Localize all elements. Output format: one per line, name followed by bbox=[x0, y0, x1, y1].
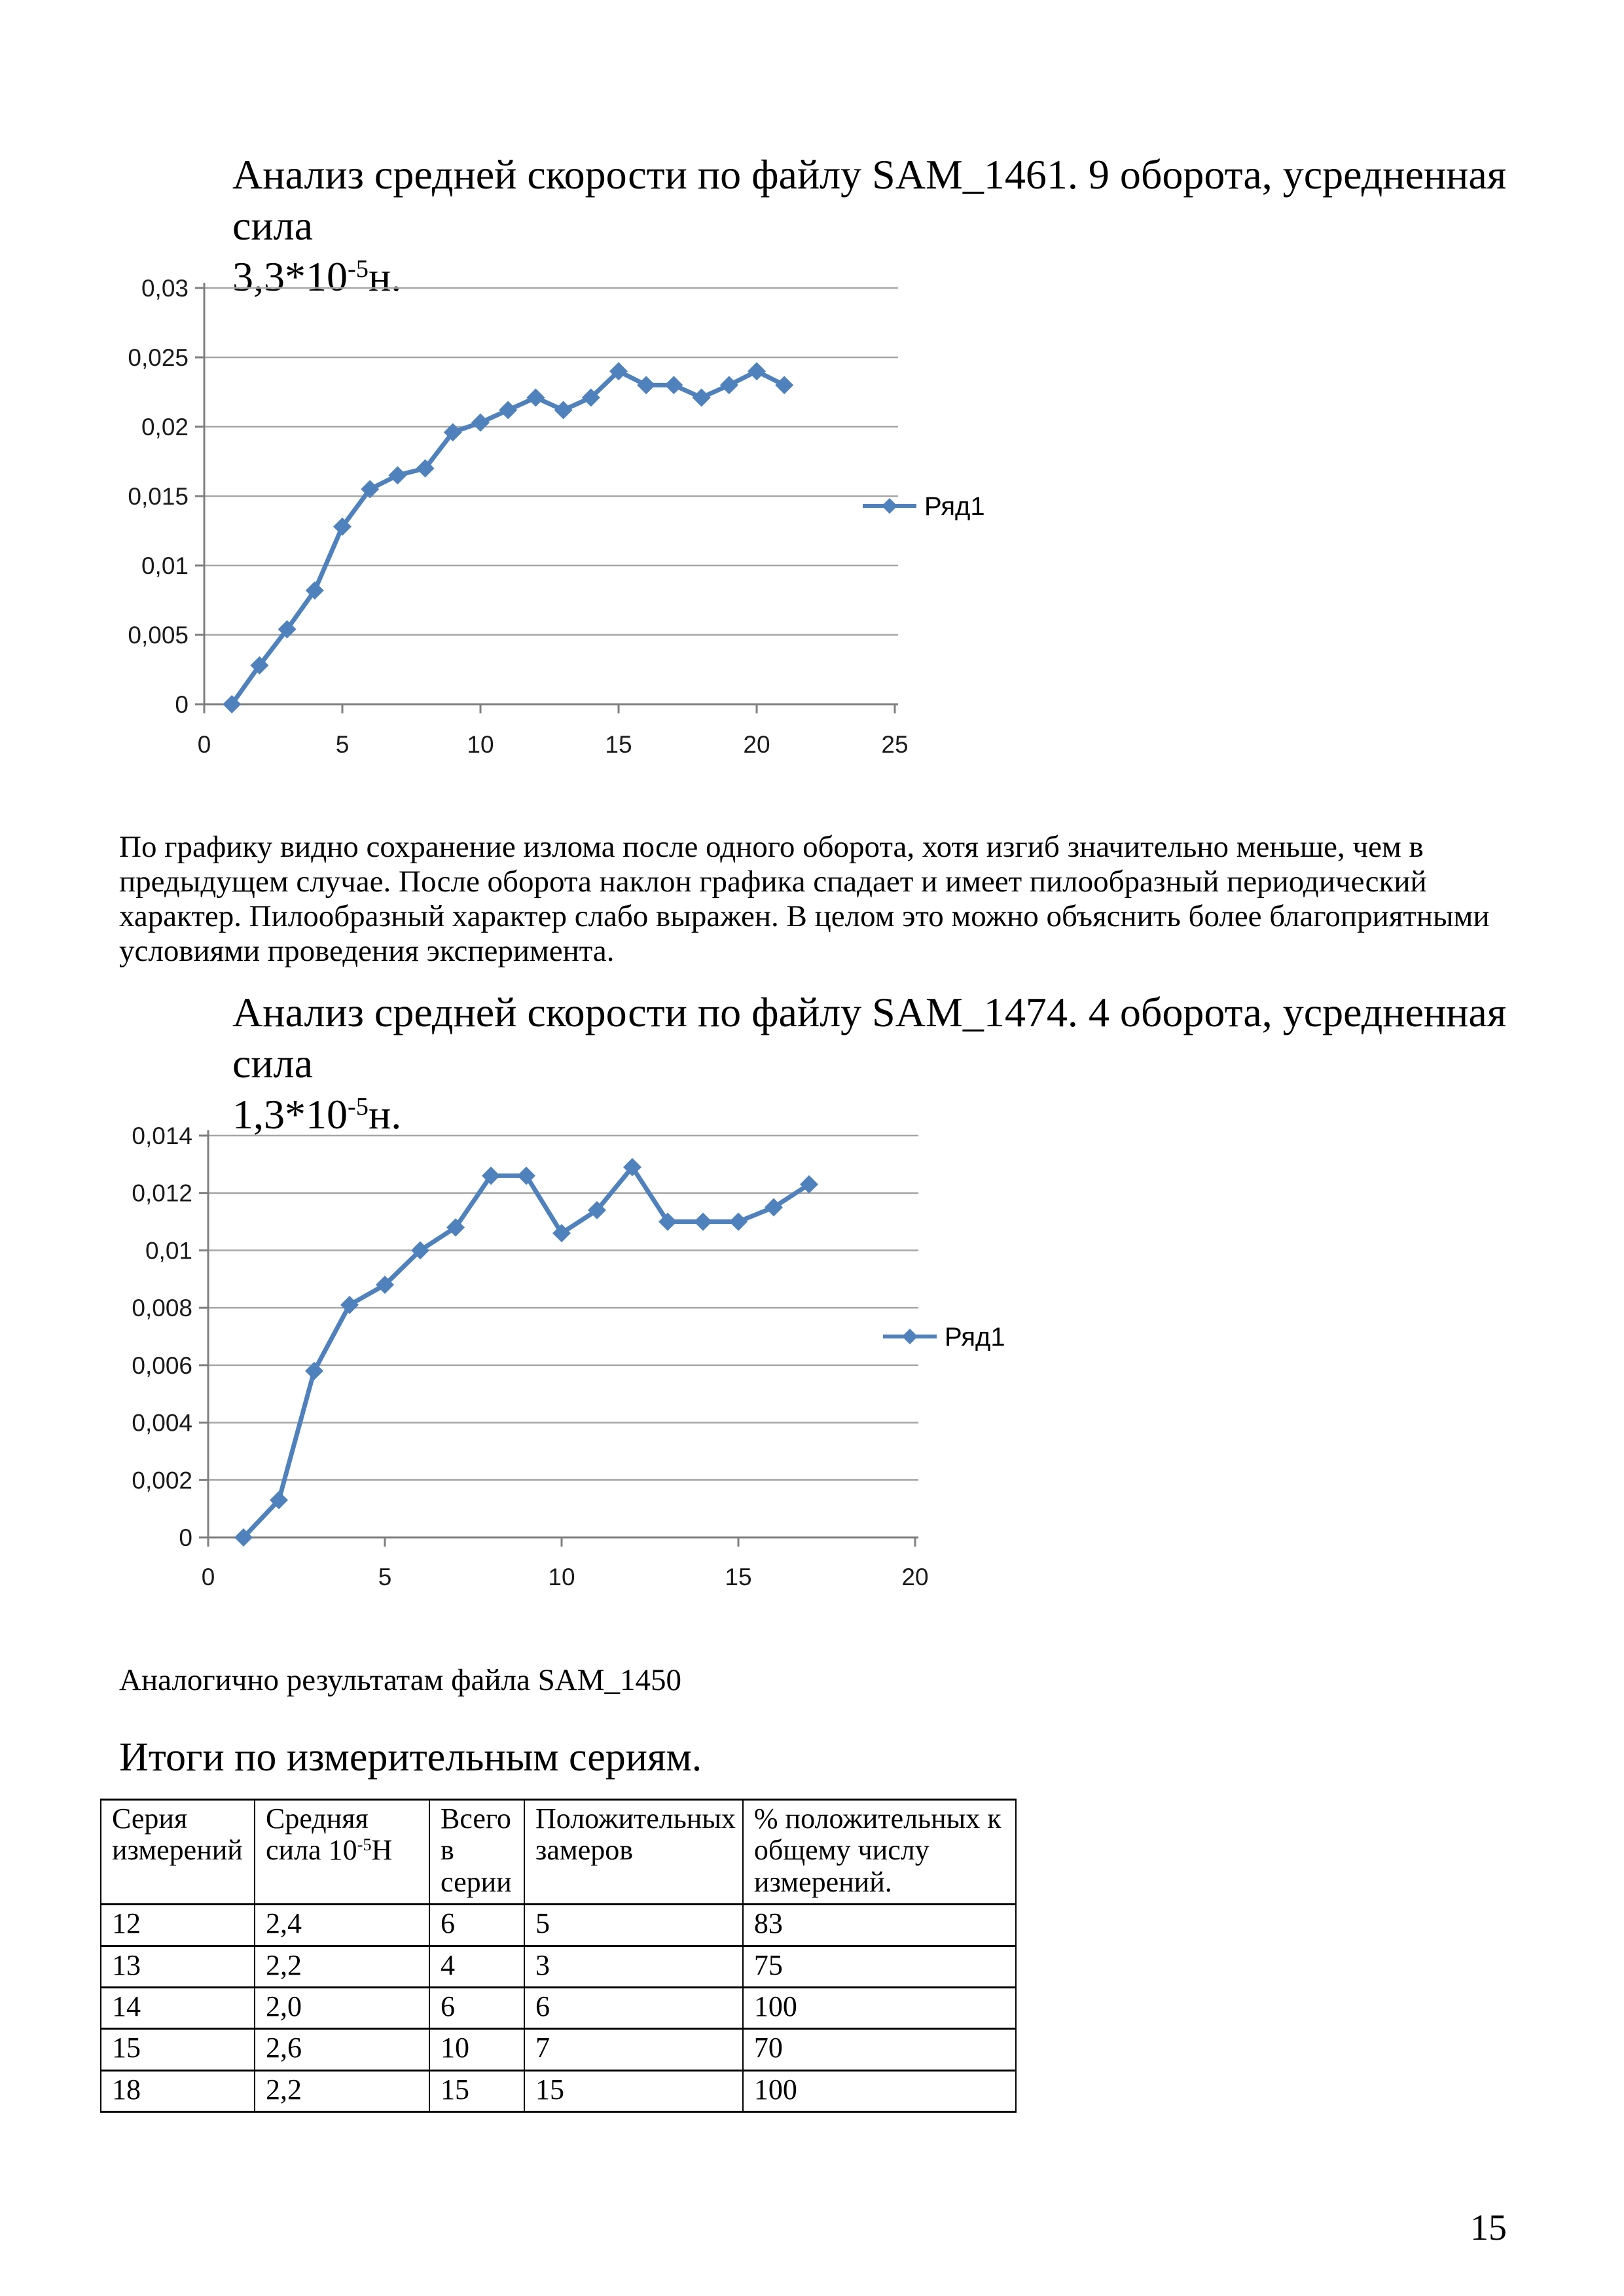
table-header-cell: Серия измерений bbox=[101, 1800, 255, 1905]
x-tick-label: 25 bbox=[881, 731, 909, 758]
table-header-cell: % положительных к общему числу измерений. bbox=[743, 1800, 1016, 1905]
chart1-title-line1: Анализ средней скорости по файлу SAM_1461. 9 оборота, усредненная сила bbox=[232, 151, 1507, 249]
table-cell: 2,0 bbox=[255, 1987, 429, 2028]
table-cell: 2,2 bbox=[255, 2070, 429, 2111]
y-tick-label: 0 bbox=[175, 691, 189, 718]
y-tick-label: 0,025 bbox=[128, 344, 189, 371]
table-cell: 6 bbox=[429, 1905, 524, 1946]
chart-sam-1474 bbox=[92, 1086, 1021, 1620]
y-tick-label: 0,02 bbox=[141, 414, 189, 440]
table-cell: 100 bbox=[743, 1987, 1016, 2028]
legend-marker bbox=[882, 498, 897, 514]
table-row bbox=[101, 1905, 1016, 1946]
chart1-title-unit: н. bbox=[368, 253, 402, 300]
y-tick-label: 0,01 bbox=[145, 1237, 192, 1265]
note-text: Аналогично результатам файла SAM_1450 bbox=[119, 1663, 681, 1697]
table-cell: 7 bbox=[524, 2029, 743, 2070]
data-point-marker bbox=[526, 388, 545, 406]
y-tick-label: 0,002 bbox=[132, 1467, 192, 1494]
data-point-marker bbox=[637, 376, 655, 394]
chart2-title-line2: 1,3*10 bbox=[232, 1091, 348, 1138]
table-cell: 15 bbox=[429, 2070, 524, 2111]
y-tick-label: 0 bbox=[179, 1524, 192, 1551]
data-point-marker bbox=[720, 376, 738, 394]
y-tick-label: 0,006 bbox=[132, 1352, 192, 1379]
table-cell: 3 bbox=[524, 1946, 743, 1987]
chart1-title-exponent: -5 bbox=[348, 255, 369, 283]
table-header-cell: Средняя сила $10^{-5}Н$ bbox=[255, 1800, 429, 1905]
table-cell: 83 bbox=[743, 1905, 1016, 1946]
data-point-marker bbox=[694, 1213, 712, 1231]
y-tick-label: 0,014 bbox=[132, 1122, 192, 1149]
table-cell: 14 bbox=[101, 1987, 255, 2028]
chart-sam-1461 bbox=[92, 262, 1021, 785]
table-cell: 10 bbox=[429, 2029, 524, 2070]
legend-marker bbox=[902, 1329, 918, 1344]
data-point-marker bbox=[664, 376, 683, 394]
table-row bbox=[101, 2070, 1016, 2111]
chart2-title-exponent: -5 bbox=[348, 1092, 369, 1121]
table-header-cell: Всего в серии bbox=[429, 1800, 524, 1905]
results-heading: Итоги по измерительным сериям. bbox=[119, 1735, 702, 1780]
table-row bbox=[101, 1946, 1016, 1987]
chart2-title-line1: Анализ средней скорости по файлу SAM_1474. 4 оборота, усредненная сила bbox=[232, 989, 1507, 1086]
table-cell: 100 bbox=[743, 2070, 1016, 2111]
results-table-body bbox=[101, 1905, 1016, 2112]
analysis-paragraph: По графику видно сохранение излома после одного оборота, хотя изгиб значительно меньше, чем в предыдущем случае. После оборота наклон графика спадает и имеет пилообразный периодический характер. Пилообразный характер слабо выражен. В целом это можно объяснить более благоприятными условиями проведения эксперимента. bbox=[119, 830, 1490, 968]
y-tick-label: 0,005 bbox=[128, 622, 189, 649]
y-tick-label: 0,004 bbox=[132, 1409, 192, 1437]
table-cell: 6 bbox=[524, 1987, 743, 2028]
series-line bbox=[244, 1167, 809, 1537]
table-cell: 2,4 bbox=[255, 1905, 429, 1946]
y-tick-label: 0,03 bbox=[141, 275, 189, 302]
data-point-marker bbox=[340, 1296, 359, 1314]
data-point-marker bbox=[693, 388, 711, 406]
table-cell: 70 bbox=[743, 2029, 1016, 2070]
table-cell: 2,6 bbox=[255, 2029, 429, 2070]
data-point-marker bbox=[748, 362, 766, 380]
x-tick-label: 0 bbox=[197, 731, 211, 758]
chart2-title-unit: н. bbox=[368, 1091, 402, 1138]
series-line bbox=[232, 371, 784, 704]
table-header-cell: Положительных замеров bbox=[524, 1800, 743, 1905]
table-cell: 15 bbox=[101, 2029, 255, 2070]
results-table bbox=[100, 1799, 1017, 2113]
table-row bbox=[101, 2029, 1016, 2070]
legend bbox=[883, 1323, 1005, 1352]
data-point-marker bbox=[775, 376, 793, 394]
y-tick-label: 0,008 bbox=[132, 1295, 192, 1322]
table-cell: 12 bbox=[101, 1905, 255, 1946]
data-point-marker bbox=[471, 414, 490, 432]
x-tick-label: 15 bbox=[725, 1564, 752, 1590]
x-tick-label: 5 bbox=[335, 731, 350, 758]
data-point-marker bbox=[554, 401, 573, 420]
table-row bbox=[101, 1987, 1016, 2028]
table-cell: 13 bbox=[101, 1946, 255, 1987]
x-tick-label: 20 bbox=[901, 1564, 929, 1590]
table-cell: 15 bbox=[524, 2070, 743, 2111]
data-point-marker bbox=[388, 466, 406, 484]
x-tick-label: 0 bbox=[201, 1564, 215, 1590]
data-point-marker bbox=[499, 401, 517, 420]
y-tick-label: 0,015 bbox=[128, 483, 189, 510]
x-tick-label: 10 bbox=[467, 731, 494, 758]
x-tick-label: 5 bbox=[378, 1564, 392, 1590]
x-tick-label: 20 bbox=[743, 731, 770, 758]
table-cell: 18 bbox=[101, 2070, 255, 2111]
table-cell: 6 bbox=[429, 1987, 524, 2028]
table-cell: 75 bbox=[743, 1946, 1016, 1987]
table-cell: 2,2 bbox=[255, 1946, 429, 1987]
data-point-marker bbox=[729, 1213, 748, 1231]
page-number: 15 bbox=[1470, 2208, 1507, 2248]
x-tick-label: 10 bbox=[548, 1564, 575, 1590]
y-tick-label: 0,01 bbox=[141, 552, 189, 579]
x-tick-label: 15 bbox=[605, 731, 632, 758]
table-cell: 4 bbox=[429, 1946, 524, 1987]
legend-label: Ряд1 bbox=[945, 1323, 1005, 1352]
legend-label: Ряд1 bbox=[924, 492, 985, 521]
y-tick-label: 0,012 bbox=[132, 1179, 192, 1207]
table-cell: 5 bbox=[524, 1905, 743, 1946]
chart1-title-line2: 3,3*10 bbox=[232, 253, 348, 300]
results-table-header-row bbox=[101, 1800, 1016, 1905]
